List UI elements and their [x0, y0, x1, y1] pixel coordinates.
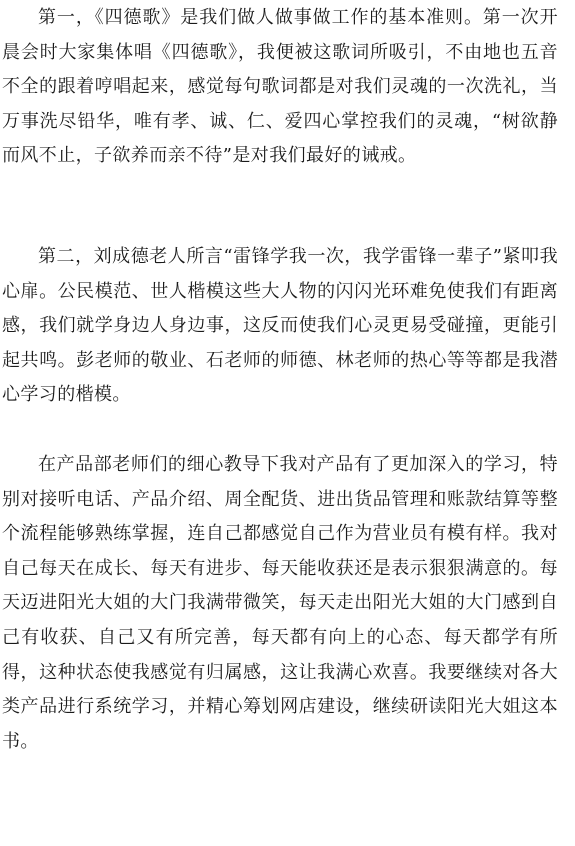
paragraph-3: 在产品部老师们的细心教导下我对产品有了更加深入的学习，特别对接听电话、产品介绍、周全配货、进出货品管理和账款结算等整个流程能够熟练掌握，连自己都感觉自己作为营业员有模有样。我对自己每天在成长、每天有进步、每天能收获还是表示狠狠满意的。每天迈进阳光大姐的大门我满带微笑，每天走出阳光大姐的大门感到自己有收获、自己又有所完善，每天都有向上的心态、每天都学有所得，这种状态使我感觉有归属感，这让我满心欢喜。我要继续对各大类产品进行系统学习，并精心筹划网店建设，继续研读阳光大姐这本书。 — [2, 454, 558, 752]
paragraph-1: 第一，《四德歌》是我们做人做事做工作的基本准则。第一次开晨会时大家集体唱《四德歌》，我便被这歌词所吸引，不由地也五音不全的跟着哼唱起来，感觉每句歌词都是对我们灵魂的一次洗礼，当万事洗尽铅华，唯有孝、诚、仁、爱四心掌控我们的灵魂，“树欲静而风不止，子欲养而亲不待”是对我们最好的诫戒。 — [2, 7, 558, 167]
paragraph-2: 第二，刘成德老人所言“雷锋学我一次，我学雷锋一辈子”紧叩我心扉。公民模范、世人楷模这些大人物的闪闪光环难免使我们有距离感，我们就学身边人身边事，这反而使我们心灵更易受碰撞，更能引起共鸣。彭老师的敬业、石老师的师德、林老师的热心等等都是我潜心学习的楷模。 — [2, 246, 558, 406]
